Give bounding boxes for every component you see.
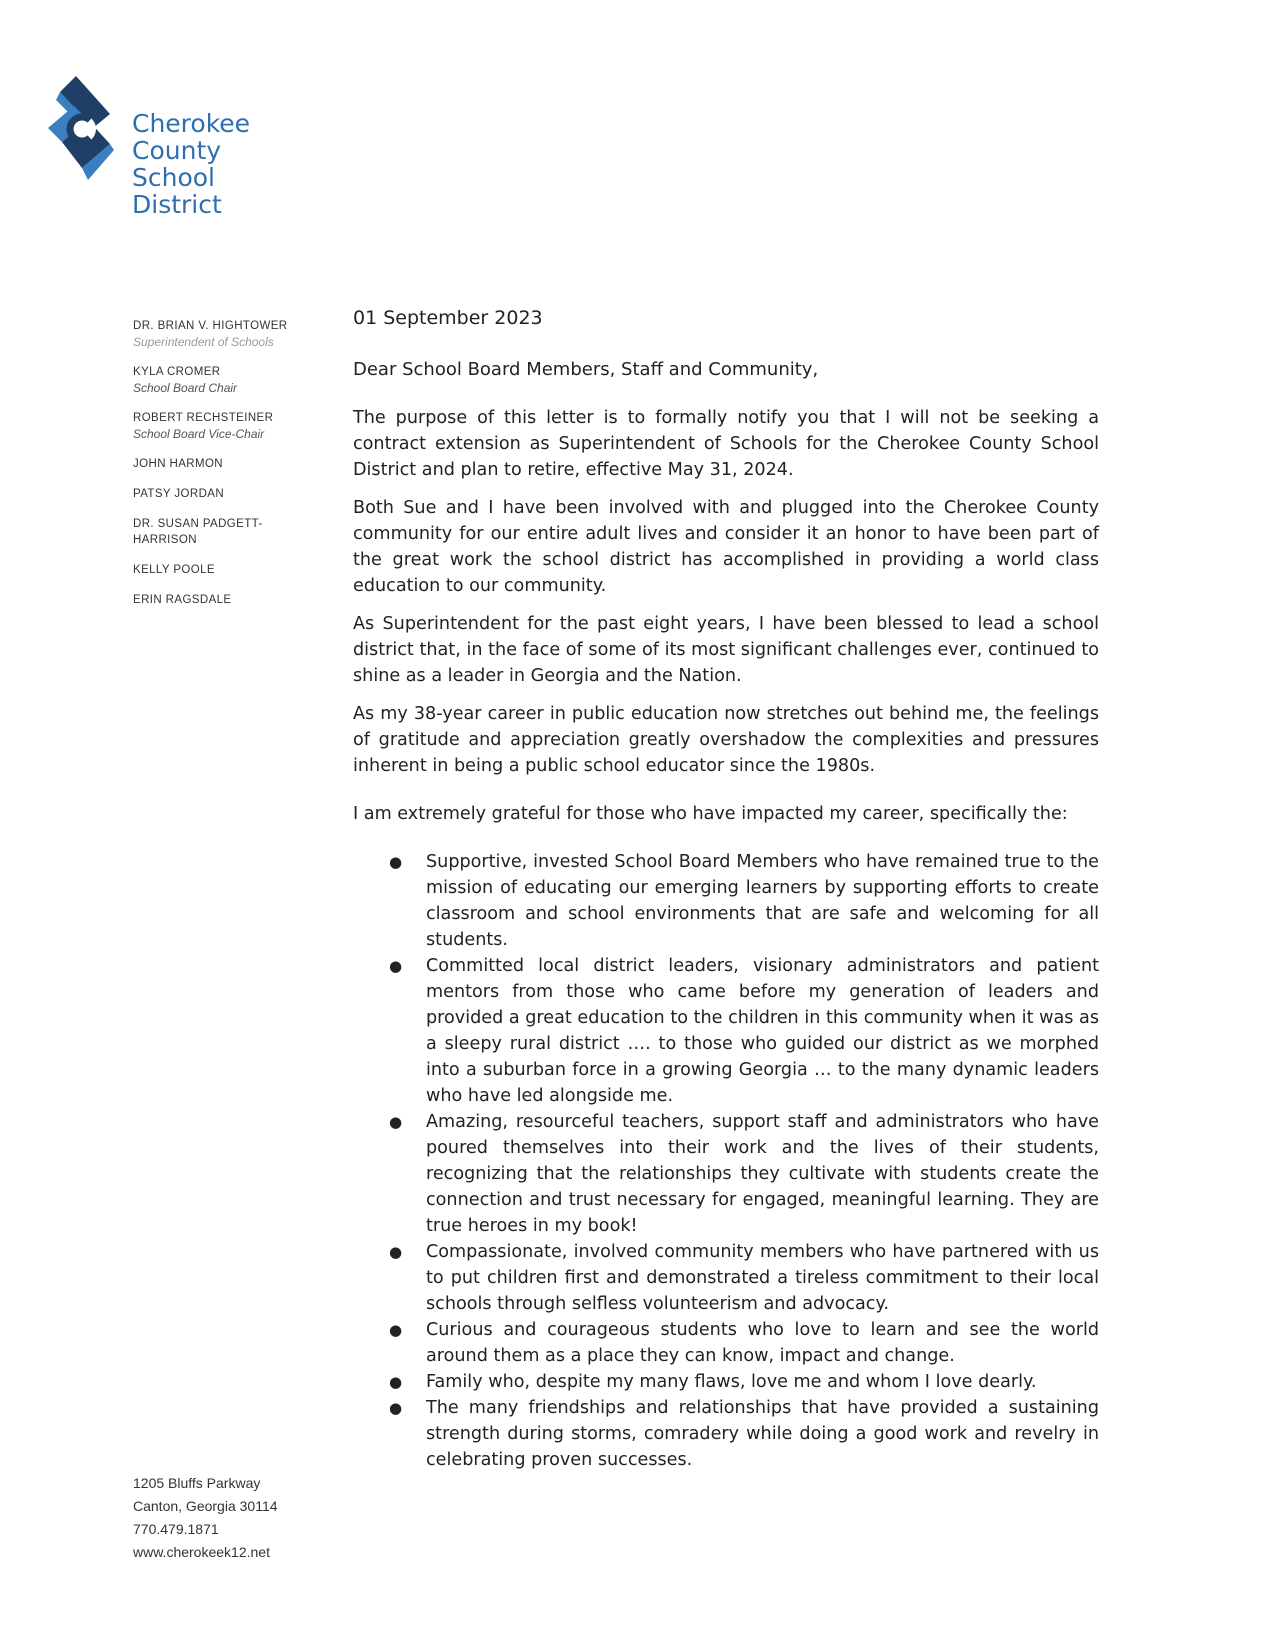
district-name [132, 110, 250, 218]
district-name-line: School [132, 163, 215, 192]
letter-paragraph: As my 38-year career in public education now stretches out behind me, the feelings of gratitude and appreciation greatly overshadow the complexities and pressures inherent in being a public school educator since the 1980s. [353, 704, 1099, 776]
board-member [133, 456, 323, 472]
letter-paragraph: The purpose of this letter is to formally notify you that I will not be seeking a contract extension as Superintendent of Schools for the Cherokee County School District and plan to retire, effective May 31, 2024. [353, 408, 1099, 480]
list-item-text: Compassionate, involved community members who have partnered with us to put children first and demonstrated a tireless commitment to their local schools through selfless volunteerism and advocacy. [426, 1242, 1099, 1314]
list-item-text: Family who, despite my many flaws, love me and whom I love dearly. [426, 1372, 1037, 1392]
district-name-line: District [132, 190, 222, 219]
letter-paragraph: As Superintendent for the past eight years, I have been blessed to lead a school district that, in the face of some of its most significant challenges ever, continued to shine as a leader in Georgia and the Nation. [353, 614, 1099, 686]
letter-lead: I am extremely grateful for those who have impacted my career, specifically the: [353, 804, 1068, 824]
member-name: JOHN HARMON [133, 458, 224, 470]
list-item-text: Amazing, resourceful teachers, support staff and administrators who have poured themselves into their work and the lives of their students, recognizing that the relationships they cultivate with students create the connection and trust necessary for engaged, meaningful learning. They are true heroes in my book! [426, 1112, 1099, 1236]
address-street: 1205 Bluffs Parkway [133, 1475, 261, 1491]
member-name: ROBERT RECHSTEINER [133, 412, 274, 424]
address-city: Canton, Georgia 30114 [133, 1498, 278, 1514]
bullet-icon: ● [389, 1243, 403, 1261]
letter-date: 01 September 2023 [353, 307, 543, 329]
district-logo [48, 76, 118, 184]
bullet-icon: ● [389, 1321, 403, 1339]
list-item [389, 849, 1099, 953]
board-member [133, 364, 323, 396]
bullet-icon: ● [389, 853, 403, 871]
member-name: PATSY JORDAN [133, 488, 225, 500]
address-website: www.cherokeek12.net [133, 1544, 270, 1560]
member-name: KELLY POOLE [133, 564, 215, 576]
board-member [133, 318, 323, 350]
list-item-text: Committed local district leaders, visionary administrators and patient mentors from those who came before my generation of leaders and provided a great education to the children in this community when it was as a sleepy rural district …. to those who guided our district as we morphed into a suburban force in a growing Georgia … to the many dynamic leaders who have led alongside me. [426, 956, 1099, 1106]
member-name: ERIN RAGSDALE [133, 594, 232, 606]
letter-body [353, 305, 1099, 1473]
list-item [389, 1109, 1099, 1239]
board-member [133, 562, 323, 578]
board-member [133, 410, 323, 442]
list-item [389, 953, 1099, 1109]
district-name-line: Cherokee [132, 109, 251, 138]
member-role: School Board Vice-Chair [133, 427, 265, 441]
gratitude-list [353, 849, 1099, 1473]
list-item [389, 1395, 1099, 1473]
member-name: DR. SUSAN PADGETT-HARRISON [133, 518, 263, 546]
bullet-icon: ● [389, 1399, 403, 1417]
member-name: KYLA CROMER [133, 366, 221, 378]
list-item [389, 1317, 1099, 1369]
letter-paragraph: Both Sue and I have been involved with and plugged into the Cherokee County community for our entire adult lives and consider it an honor to have been part of the great work the school district has accomplished in providing a world class education to our community. [353, 498, 1099, 596]
member-name: DR. BRIAN V. HIGHTOWER [133, 320, 288, 332]
board-member [133, 486, 323, 502]
district-address [133, 1472, 278, 1564]
district-name-line: County [132, 136, 222, 165]
list-item-text: The many friendships and relationships that have provided a sustaining strength during storms, comradery while doing a good work and revelry in celebrating proven successes. [426, 1398, 1099, 1470]
bullet-icon: ● [389, 957, 403, 975]
member-role: School Board Chair [133, 381, 238, 395]
bullet-icon: ● [389, 1113, 403, 1131]
district-c-logo-icon [48, 76, 118, 184]
list-item-text: Curious and courageous students who love to learn and see the world around them as a place they can know, impact and change. [426, 1320, 1099, 1366]
letter-salutation: Dear School Board Members, Staff and Community, [353, 359, 819, 380]
member-role: Superintendent of Schools [133, 335, 274, 349]
board-members-list [133, 318, 323, 622]
list-item [389, 1369, 1099, 1395]
list-item [389, 1239, 1099, 1317]
board-member [133, 592, 323, 608]
list-item-text: Supportive, invested School Board Members who have remained true to the mission of educating our emerging learners by supporting efforts to create classroom and school environments that are safe and welcoming for all students. [426, 852, 1099, 950]
address-phone: 770.479.1871 [133, 1521, 219, 1537]
board-member [133, 516, 323, 548]
bullet-icon: ● [389, 1373, 403, 1391]
